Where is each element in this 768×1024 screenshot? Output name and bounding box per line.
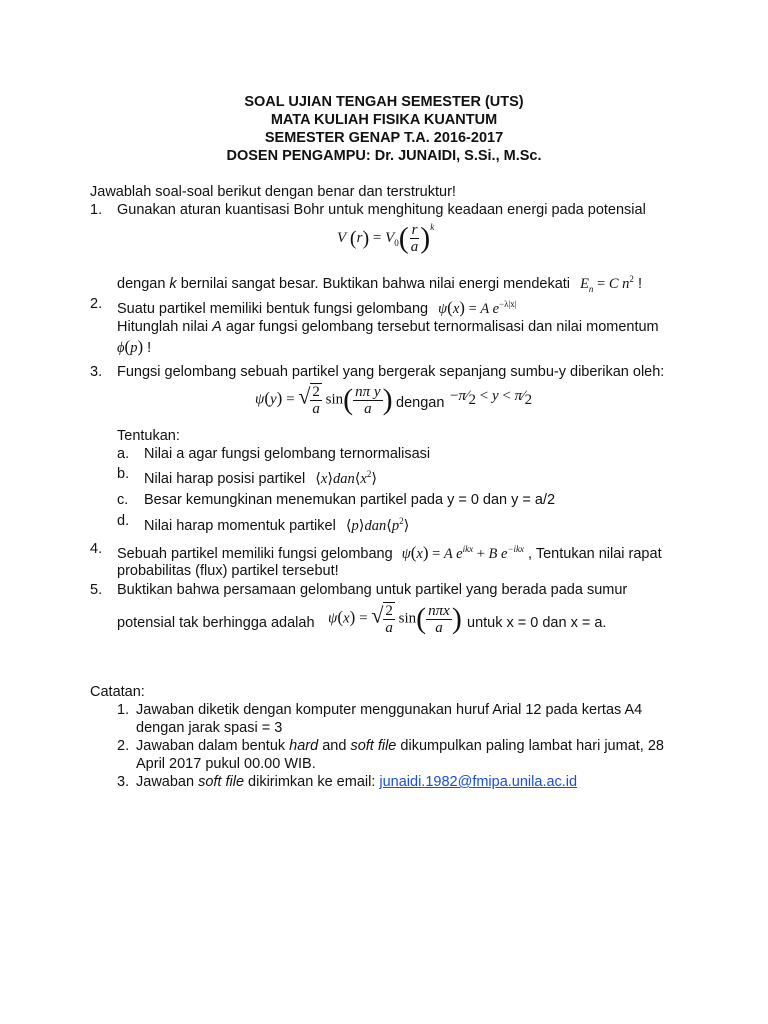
note-2-line1: Jawaban dalam bentuk hard and soft file dikumpulkan paling lambat hari jumat, 28 [136, 738, 664, 754]
q3b-label: b. [117, 466, 130, 482]
q5-number: 5. [90, 582, 103, 598]
q3d-label: d. [117, 513, 130, 529]
header-line-1: SOAL UJIAN TENGAH SEMESTER (UTS) [244, 94, 524, 110]
q3-text: Fungsi gelombang sebuah partikel yang bergerak sepanjang sumbu-y diberikan oleh: [117, 364, 665, 380]
q2-text: Suatu partikel memiliki bentuk fungsi gelombang ψ(x) = A $e^{-\lambda|x|}$ [117, 297, 517, 317]
q4-number: 4. [90, 541, 103, 557]
header-line-2: MATA KULIAH FISIKA KUANTUM [270, 112, 498, 128]
q5-wavefunction-equation: ψ(x) = √ $\frac{2}{a}$ sin( $\frac{\text{nπx}}{a}$ ) [328, 602, 462, 636]
q3-dengan: dengan [396, 395, 445, 411]
q3d-text: Nilai harap momentuk partikel $⟨p⟩dan⟨p^2⟩$ [144, 516, 410, 534]
q1-text: Gunakan aturan kuantisasi Bohr untuk menghitung keadaan energi pada potensial [117, 202, 646, 218]
note-2-line2: April 2017 pukul 00.00 WIB. [136, 756, 316, 772]
q5-line2a: potensial tak berhingga adalah [117, 615, 315, 631]
q3a-text: Nilai a agar fungsi gelombang ternormalisasi [144, 446, 431, 462]
q3c-label: c. [117, 492, 129, 508]
note-2-number: 2. [117, 738, 130, 754]
header-line-3: SEMESTER GENAP T.A. 2016-2017 [264, 130, 504, 146]
q3-number: 3. [90, 364, 103, 380]
q4-text: Sebuah partikel memiliki fungsi gelombang ψ(x) = A $e^{ikx} + B$ $e^{-ikx}$ , Tentukan nilai rapat [117, 542, 662, 562]
q2-number: 2. [90, 296, 103, 312]
email-link[interactable]: junaidi.1982@fmipa.unila.ac.id [379, 774, 578, 790]
q3b-text: Nilai harap posisi partikel $⟨x⟩dan⟨x^2⟩$ [144, 469, 378, 487]
q3-range: −π⁄2 < y < π⁄2 [450, 388, 533, 408]
q1-potential-equation: V $(r) = V_0$( $\frac{r}{a}$ )$^k$ [337, 221, 435, 255]
q1-conclusion: dengan k bernilai sangat besar. Buktikan bahwa nilai energi mendekati $E_n = C$ $n^2$ ! [117, 274, 642, 294]
q3-wavefunction-equation: ψ(y) = √ $\frac{2}{a}$ sin( $\frac{\text{nπ y}}{a}$ ) [255, 383, 393, 417]
q3a-label: a. [117, 446, 130, 462]
q5-line1: Buktikan bahwa persamaan gelombang untuk partikel yang berada pada sumur [117, 582, 628, 598]
q3-tentukan: Tentukan: [117, 428, 180, 444]
note-1-number: 1. [117, 702, 130, 718]
note-3-number: 3. [117, 774, 130, 790]
q2-line3: ϕ(p) ! [117, 337, 152, 356]
q4-line2: probabilitas (flux) partikel tersebut! [117, 563, 339, 579]
q3c-text: Besar kemungkinan menemukan partikel pada y = 0 dan y = a/2 [144, 492, 556, 508]
header-line-4: DOSEN PENGAMPU: Dr. JUNAIDI, S.Si., M.Sc. [226, 148, 542, 164]
q2-line2: Hitunglah nilai A agar fungsi gelombang tersebut ternormalisasi dan nilai momentum [117, 319, 659, 335]
note-3-line: Jawaban soft file dikirimkan ke email: junaidi.1982@fmipa.unila.ac.id [136, 774, 578, 790]
notes-title: Catatan: [90, 684, 145, 700]
q1-number: 1. [90, 202, 103, 218]
q5-line2b: untuk x = 0 dan x = a. [467, 615, 607, 631]
note-1-line2: dengan jarak spasi = 3 [136, 720, 283, 736]
note-1-line1: Jawaban diketik dengan komputer menggunakan huruf Arial 12 pada kertas A4 [136, 702, 643, 718]
intro-text: Jawablah soal-soal berikut dengan benar dan terstruktur! [90, 184, 456, 200]
